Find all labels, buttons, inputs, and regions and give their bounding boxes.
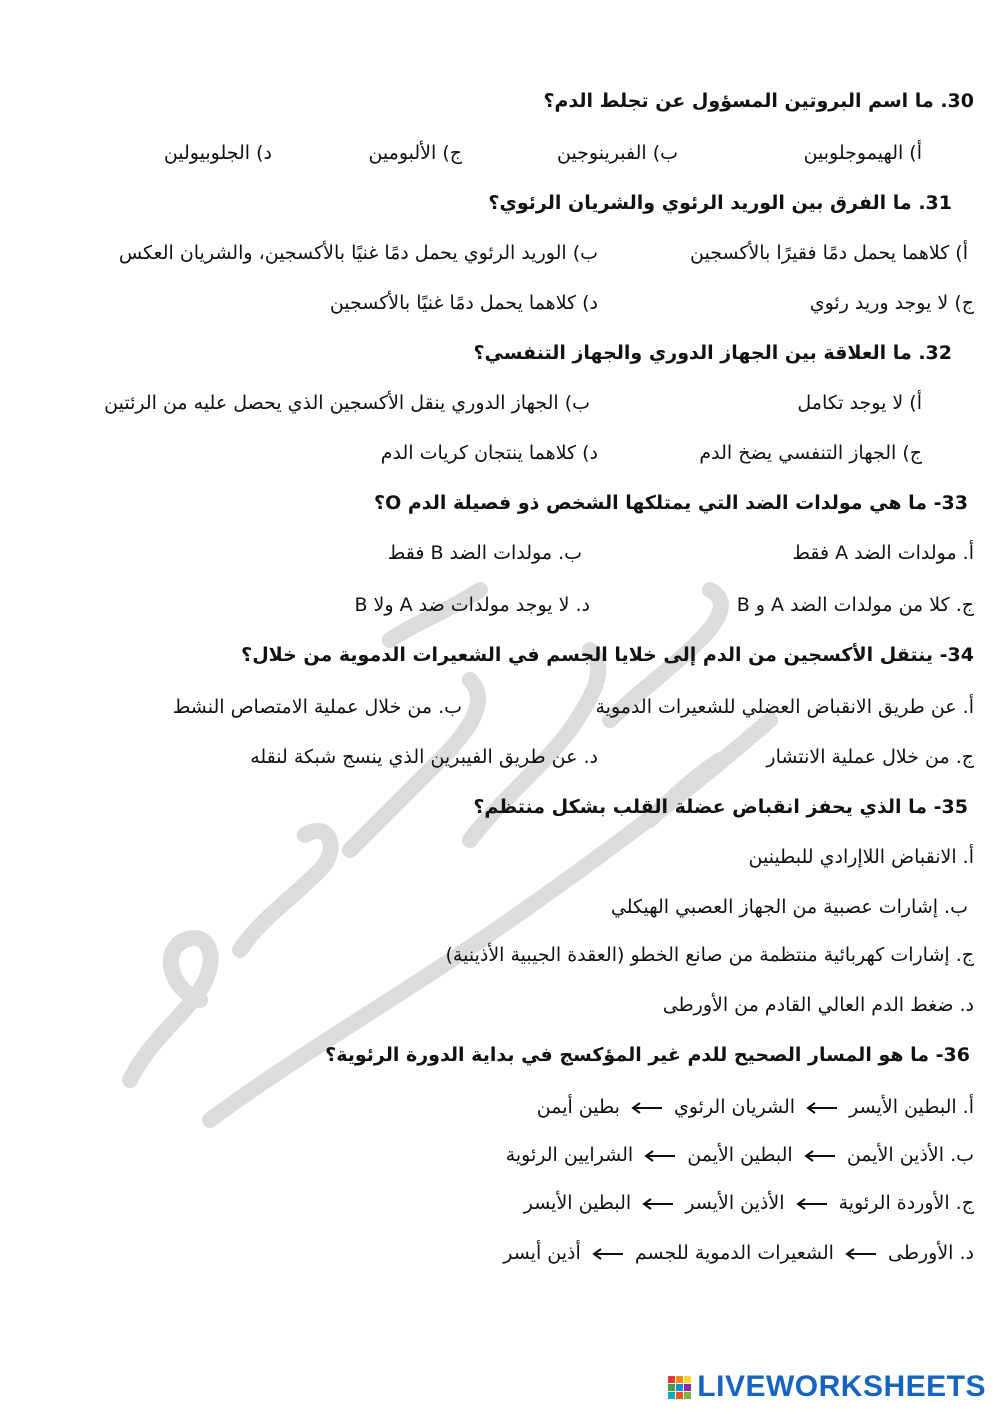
q33-option-c[interactable]: ج. كلا من مولدات الضد A و B: [736, 594, 974, 616]
arrow-left-icon: [630, 1102, 664, 1114]
question-32-title: 32. ما العلاقة بين الجهاز الدوري والجهاز التنفسي؟: [473, 342, 952, 364]
question-34-title: 34- ينتقل الأكسجين من الدم إلى خلايا الجسم في الشعيرات الدموية من خلال؟: [241, 644, 974, 666]
q32-option-c[interactable]: ج) الجهاز التنفسي يضخ الدم: [699, 442, 922, 464]
q36-d-step-2: الشعيرات الدموية للجسم: [634, 1242, 834, 1264]
q36-c-step-1: ج. الأوردة الرئوية: [838, 1192, 974, 1214]
q32-option-a[interactable]: أ) لا يوجد تكامل: [797, 392, 922, 414]
logo-squares-icon: [668, 1376, 691, 1399]
logo-text: LIVEWORKSHEETS: [697, 1370, 986, 1403]
question-36-title: 36- ما هو المسار الصحيح للدم غير المؤكسج في بداية الدورة الرئوية؟: [325, 1044, 970, 1066]
q36-option-c[interactable]: [524, 1188, 974, 1218]
q36-c-step-3: البطين الأيسر: [523, 1192, 632, 1214]
q34-option-d[interactable]: د. عن طريق الفيبرين الذي ينسج شبكة لنقله: [250, 746, 598, 768]
liveworksheets-logo: [668, 1370, 986, 1404]
q34-option-b[interactable]: ب. من خلال عملية الامتصاص النشط: [172, 696, 462, 718]
q36-c-step-2: الأذين الأيسر: [685, 1192, 785, 1214]
q32-option-b[interactable]: ب) الجهاز الدوري ينقل الأكسجين الذي يحصل عليه من الرئتين: [104, 392, 590, 414]
q31-option-a[interactable]: أ) كلاهما يحمل دمًا فقيرًا بالأكسجين: [690, 242, 968, 264]
arrow-left-icon: [795, 1198, 829, 1210]
q36-b-step-1: ب. الأذين الأيمن: [846, 1144, 974, 1166]
q36-option-b[interactable]: [506, 1140, 974, 1170]
arrow-left-icon: [591, 1248, 625, 1260]
q36-a-step-1: أ. البطين الأيسر: [849, 1096, 974, 1118]
q30-option-a[interactable]: أ) الهيموجلوبين: [803, 142, 922, 164]
q35-option-a[interactable]: أ. الانقباض اللاإرادي للبطينين: [748, 846, 974, 868]
q36-a-step-3: بطين أيمن: [536, 1096, 620, 1118]
q33-option-d[interactable]: د. لا يوجد مولدات ضد A ولا B: [354, 594, 590, 616]
q30-option-b[interactable]: ب) الفبرينوجين: [556, 142, 678, 164]
question-30-title: 30. ما اسم البروتين المسؤول عن تجلط الدم؟: [543, 90, 974, 112]
q33-option-b[interactable]: ب. مولدات الضد B فقط: [387, 542, 582, 564]
q36-b-step-2: البطين الأيمن: [687, 1144, 793, 1166]
q30-option-c[interactable]: ج) الألبومين: [368, 142, 462, 164]
q34-option-c[interactable]: ج. من خلال عملية الانتشار: [766, 746, 974, 768]
question-31-title: 31. ما الفرق بين الوريد الرئوي والشريان الرئوي؟: [488, 192, 952, 214]
arrow-left-icon: [803, 1150, 837, 1162]
arrow-left-icon: [844, 1248, 878, 1260]
q31-option-d[interactable]: د) كلاهما يحمل دمًا غنيًا بالأكسجين: [329, 292, 598, 314]
q35-option-d[interactable]: د. ضغط الدم العالي القادم من الأورطى: [662, 994, 974, 1016]
q32-option-d[interactable]: د) كلاهما ينتجان كريات الدم: [380, 442, 598, 464]
q36-a-step-2: الشريان الرئوي: [673, 1096, 796, 1118]
q35-option-b[interactable]: ب. إشارات عصبية من الجهاز العصبي الهيكلي: [610, 896, 968, 918]
arrow-left-icon: [805, 1102, 839, 1114]
q33-option-a[interactable]: أ. مولدات الضد A فقط: [792, 542, 974, 564]
q35-option-c[interactable]: ج. إشارات كهربائية منتظمة من صانع الخطو (العقدة الجيبية الأذينية): [445, 944, 974, 966]
q36-d-step-1: د. الأورطى: [888, 1242, 974, 1264]
q36-d-step-3: أذين أيسر: [503, 1242, 581, 1264]
arrow-left-icon: [641, 1198, 675, 1210]
q30-option-d[interactable]: د) الجلوبيولين: [163, 142, 272, 164]
q36-option-a[interactable]: [537, 1092, 974, 1122]
question-35-title: 35- ما الذي يحفز انقباض عضلة القلب بشكل منتظم؟: [473, 796, 968, 818]
question-33-title: 33- ما هي مولدات الضد التي يمتلكها الشخص ذو فصيلة الدم O؟: [374, 492, 968, 514]
arrow-left-icon: [643, 1150, 677, 1162]
q31-option-c[interactable]: ج) لا يوجد وريد رئوي: [809, 292, 974, 314]
q34-option-a[interactable]: أ. عن طريق الانقباض العضلي للشعيرات الدموية: [595, 696, 974, 718]
q36-option-d[interactable]: [503, 1238, 974, 1268]
q36-b-step-3: الشرايين الرئوية: [505, 1144, 634, 1166]
q31-option-b[interactable]: ب) الوريد الرئوي يحمل دمًا غنيًا بالأكسجين، والشريان العكس: [118, 242, 598, 264]
